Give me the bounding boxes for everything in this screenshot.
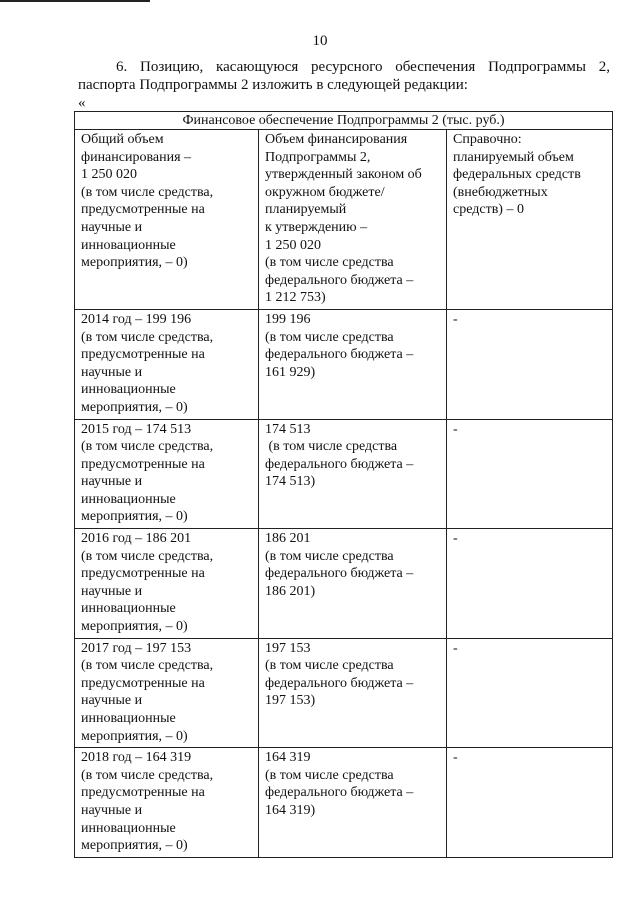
cell-line: - [453,421,458,437]
cell-line: предусмотренные на [81,675,205,691]
cell-line: 2017 год – 197 153 [81,640,192,656]
year-budget-cell [259,419,447,529]
cell-line: 2018 год – 164 319 [81,750,192,766]
cell-line: инновационные [81,491,176,507]
cell-line: финансирования – [81,149,192,165]
year-extra-cell [447,529,613,639]
cell-line: средств) – 0 [453,202,524,218]
year-extra-cell [447,638,613,748]
cell-line: Объем финансирования [265,132,408,147]
year-total-cell [75,529,259,639]
cell-line: (в том числе средства, [81,184,214,200]
year-extra-cell [447,309,613,419]
header-reference-federal [447,130,613,310]
cell-line: (в том числе средства [265,439,398,455]
top-rule [0,0,150,2]
cell-line: 164 319 [265,750,311,766]
cell-line: Справочно: [453,132,522,147]
cell-line: Подпрограммы 2, [265,149,371,165]
cell-line: (в том числе средства [265,548,394,564]
year-budget-cell [259,309,447,419]
cell-line: научные и [81,802,143,818]
year-extra-cell [447,419,613,529]
cell-line: 1 212 753) [265,290,326,306]
cell-line: Общий объем [81,132,164,147]
table-title: Финансовое обеспечение Подпрограммы 2 (тыс. руб.) [75,112,613,130]
cell-line: инновационные [81,711,176,726]
cell-line: мероприятия, – 0) [81,619,188,635]
cell-line: 197 153) [265,693,316,709]
year-budget-cell [259,638,447,748]
cell-line: утвержденный законом об [265,167,422,183]
cell-line: инновационные [81,237,176,253]
cell-line: (в том числе средства, [81,767,214,783]
cell-line: - [453,531,458,547]
cell-line: научные и [81,474,143,490]
table-row [75,748,613,858]
cell-line: (в том числе средства, [81,548,214,564]
cell-line: (внебюджетных [453,184,548,200]
cell-line: мероприятия, – 0) [81,838,188,854]
cell-line: - [453,640,458,656]
cell-line: инновационные [81,382,176,398]
cell-line: (в том числе средства [265,767,394,783]
cell-line: предусмотренные на [81,785,205,801]
cell-line: научные и [81,364,143,380]
cell-line: предусмотренные на [81,456,205,472]
cell-line: 2016 год – 186 201 [81,531,192,547]
cell-line: предусмотренные на [81,566,205,582]
cell-line: федерального бюджета – [265,675,414,691]
cell-line: 186 201 [265,531,311,547]
cell-line: 197 153 [265,640,311,656]
cell-line: (в том числе средства, [81,658,214,674]
table-row [75,309,613,419]
cell-line: федерального бюджета – [265,347,414,363]
cell-line: 2014 год – 199 196 [81,311,192,327]
cell-line: (в том числе средства [265,329,394,345]
cell-line: федерального бюджета – [265,456,414,472]
cell-line: мероприятия, – 0) [81,399,188,415]
cell-line: мероприятия, – 0) [81,509,188,525]
table-row [75,529,613,639]
cell-line: научные и [81,693,143,709]
cell-line: 174 513) [265,474,316,490]
cell-line: - [453,311,458,327]
cell-line: - [453,750,458,766]
cell-line: (в том числе средства, [81,439,214,455]
cell-line: 1 250 020 [265,237,321,253]
cell-line: научные и [81,583,143,599]
cell-line: федерального бюджета – [265,566,414,582]
year-budget-cell [259,748,447,858]
year-extra-cell [447,748,613,858]
cell-line: планируемый объем [453,149,574,165]
cell-line: предусмотренные на [81,347,205,363]
cell-line: 164 319) [265,802,316,818]
table-row [75,638,613,748]
cell-line: предусмотренные на [81,202,205,218]
cell-line: 199 196 [265,311,311,327]
financing-table [74,111,613,858]
cell-line: федерального бюджета – [265,272,414,288]
cell-line: инновационные [81,820,176,836]
cell-line: 174 513 [265,421,311,437]
table-row [75,419,613,529]
table-header-row [75,130,613,310]
year-total-cell [75,748,259,858]
table-title-row [75,112,613,130]
cell-line: инновационные [81,601,176,617]
cell-line: 2015 год – 174 513 [81,421,192,437]
year-budget-cell [259,529,447,639]
cell-line: (в том числе средства, [81,329,214,345]
year-total-cell [75,309,259,419]
year-total-cell [75,638,259,748]
cell-line: мероприятия, – 0) [81,728,188,744]
cell-line: федеральных средств [453,167,581,183]
cell-line: окружном бюджете/ [265,184,385,200]
intro-paragraph: 6. Позицию, касающуюся ресурсного обеспечения Подпрограммы 2, паспорта Подпрограммы 2 изложить в следующей редакции: [78,59,610,93]
cell-line: (в том числе средства [265,255,394,271]
cell-line: (в том числе средства [265,658,394,674]
header-budget-financing [259,130,447,310]
cell-line: федерального бюджета – [265,785,414,801]
cell-line: 1 250 020 [81,167,137,183]
header-total-financing [75,130,259,310]
cell-line: 186 201) [265,583,316,599]
opening-quote-mark: « [78,95,86,111]
cell-line: мероприятия, – 0) [81,255,188,271]
cell-line: планируемый [265,202,347,218]
year-total-cell [75,419,259,529]
cell-line: к утверждению – [265,219,368,235]
page-number: 10 [312,33,328,49]
cell-line: 161 929) [265,364,316,380]
cell-line: научные и [81,219,143,235]
